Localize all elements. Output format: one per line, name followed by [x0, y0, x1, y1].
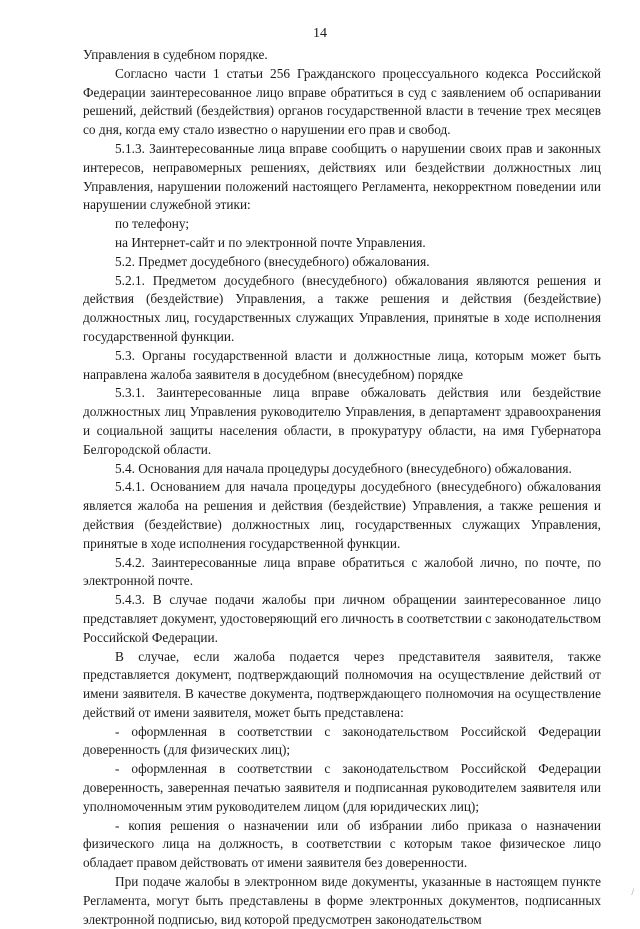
list-item-appointment-copy: - копия решения о назначении или об избрании либо приказа о назначении физического лица на должность, в соответствии с которым такое физическое лицо обладает правом действовать от имени заявителя без доверенности.	[83, 817, 601, 871]
paragraph-5-4: 5.4. Основания для начала процедуры досудебного (внесудебного) обжалования.	[115, 460, 572, 476]
list-item-phone: по телефону;	[115, 216, 190, 232]
paragraph-continuation: Управления в судебном порядке.	[83, 47, 268, 62]
paragraph-5-4-2: 5.4.2. Заинтересованные лица вправе обратиться с жалобой лично, по почте, по электронной почте.	[83, 554, 601, 589]
paragraph-civil-code: Согласно части 1 статьи 256 Гражданского процессуального кодекса Российской Федерации заинтересованное лицо вправе обратиться в суд с заявлением об оспаривании решений, действий (бездействия) органов государственной власти в течение трех месяцев со дня, когда ему стало известно о нарушении его прав и свобод.	[83, 65, 601, 138]
paragraph-electronic-filing: При подаче жалобы в электронном виде документы, указанные в настоящем пункте Регламента, могут быть представлены в форме электронных документов, подписанных электронной подписью, вид которой предусмотрен законодательством	[83, 874, 601, 927]
paragraph-5-2: 5.2. Предмет досудебного (внесудебного) обжалования.	[115, 253, 430, 269]
paragraph-5-2-1: 5.2.1. Предметом досудебного (внесудебного) обжалования являются решения и действия (бездействие) Управления, а также решения и действия (бездействие) должностных лиц, государственных служащих Управления, принятые в ходе исполнения государственной функции.	[83, 272, 601, 344]
paragraph-5-4-1: 5.4.1. Основанием для начала процедуры досудебного (внесудебного) обжалования является жалоба на решения и действия (бездействие) Управления, а также решения и действия (бездействие) должностных лиц, государственных служащих Управления, принятые в ходе исполнения государственной функции.	[83, 479, 601, 551]
paragraph-5-4-3: 5.4.3. В случае подачи жалобы при личном обращении заинтересованное лицо представляет документ, удостоверяющий его личность в соответствии с законодательством Российской Федерации.	[83, 592, 601, 645]
paragraph-5-3: 5.3. Органы государственной власти и должностные лица, которым может быть направлена жалоба заявителя в досудебном (внесудебном) порядке	[83, 347, 601, 382]
page-number: 14	[313, 26, 327, 41]
document-body	[83, 46, 601, 929]
paragraph-5-3-1: 5.3.1. Заинтересованные лица вправе обжаловать действия или бездействие должностных лиц Управления руководителю Управления, в департамент здравоохранения и социальной защиты населения области, в прокуратуру области, на имя Губернатора Белгородской области.	[83, 385, 601, 457]
list-item-internet: на Интернет-сайт и по электронной почте Управления.	[115, 234, 426, 250]
edge-mark: /	[631, 887, 634, 897]
paragraph-representative: В случае, если жалоба подается через представителя заявителя, также представляется документ, подтверждающий полномочия на осуществление действий от имени заявителя. В качестве документа, подтверждающего полномочия на осуществление действий от имени заявителя, может быть представлена:	[83, 648, 601, 720]
list-item-legal-entity-proxy: - оформленная в соответствии с законодательством Российской Федерации доверенность, заверенная печатью заявителя и подписанная руководителем заявителя или уполномоченным этим руководителем лицом (для юридических лиц);	[83, 761, 601, 814]
list-item-individual-proxy: - оформленная в соответствии с законодательством Российской Федерации доверенность (для физических лиц);	[83, 723, 601, 758]
paragraph-5-1-3: 5.1.3. Заинтересованные лица вправе сообщить о нарушении своих прав и законных интересов, неправомерных решениях, действиях или бездействии должностных лиц Управления, нарушении положений настоящего Регламента, некорректном поведении или нарушении служебной этики:	[83, 140, 601, 213]
